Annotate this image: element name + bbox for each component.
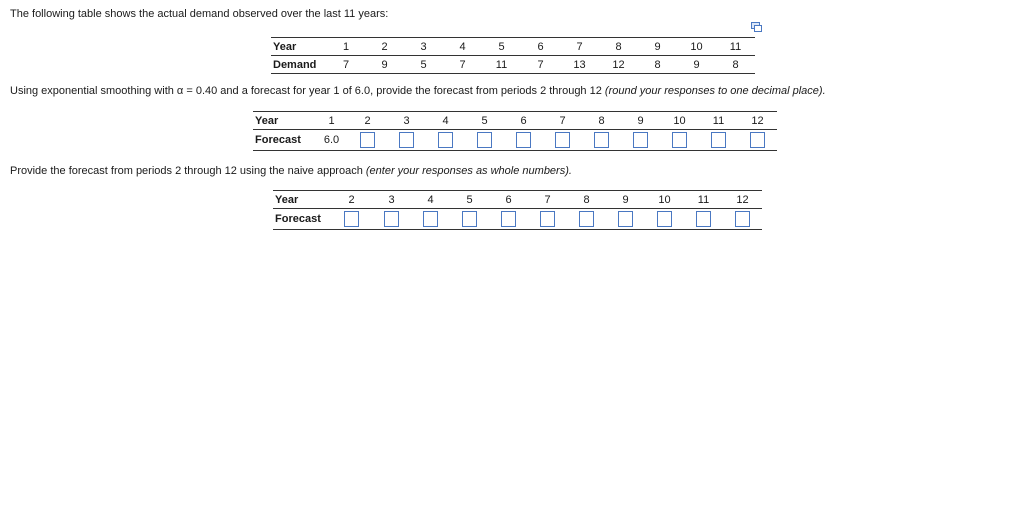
year-cell: 3 (387, 112, 426, 130)
forecast-cell (660, 130, 699, 151)
demand-cell: 7 (443, 56, 482, 74)
naive-forecast-input[interactable] (618, 211, 633, 227)
year-cell: 2 (331, 191, 372, 209)
year-cell: 11 (716, 38, 755, 56)
exp-forecast-input[interactable] (399, 132, 414, 148)
demand-value-row (271, 56, 755, 74)
forecast-cell (465, 130, 504, 151)
year-cell: 6 (504, 112, 543, 130)
forecast-cell (331, 209, 372, 230)
naive-forecast-input[interactable] (501, 211, 516, 227)
exp-forecast-input[interactable] (438, 132, 453, 148)
forecast-label: Forecast (273, 209, 331, 230)
demand-cell: 7 (327, 56, 365, 74)
forecast-cell (606, 209, 645, 230)
year-cell: 10 (660, 112, 699, 130)
forecast-cell (489, 209, 528, 230)
question-naive (10, 165, 572, 177)
demand-cell: 11 (482, 56, 521, 74)
naive-forecast-table (273, 190, 762, 230)
forecast-cell (528, 209, 567, 230)
forecast-cell (411, 209, 450, 230)
question-naive-text: Provide the forecast from periods 2 through 12 using the naive approach (10, 165, 366, 177)
first-forecast-value: 6.0 (315, 130, 348, 151)
naive-forecast-input[interactable] (540, 211, 555, 227)
naive-forecast-input[interactable] (579, 211, 594, 227)
year-cell: 12 (723, 191, 762, 209)
year-cell: 2 (365, 38, 404, 56)
demand-cell: 7 (521, 56, 560, 74)
naive-forecast-input[interactable] (462, 211, 477, 227)
year-label: Year (253, 112, 315, 130)
forecast-cell (684, 209, 723, 230)
year-label: Year (271, 38, 327, 56)
year-cell: 8 (599, 38, 638, 56)
exp-forecast-input[interactable] (672, 132, 687, 148)
year-cell: 12 (738, 112, 777, 130)
exp-forecast-row (253, 130, 777, 151)
year-cell: 7 (560, 38, 599, 56)
question-naive-note: (enter your responses as whole numbers). (365, 165, 572, 177)
exp-forecast-input[interactable] (555, 132, 570, 148)
demand-cell: 8 (638, 56, 677, 74)
forecast-cell (567, 209, 606, 230)
exp-forecast-input[interactable] (711, 132, 726, 148)
exp-forecast-input[interactable] (360, 132, 375, 148)
naive-forecast-input[interactable] (735, 211, 750, 227)
year-cell: 2 (348, 112, 387, 130)
forecast-cell (426, 130, 465, 151)
year-cell: 1 (315, 112, 348, 130)
naive-year-row (273, 191, 762, 209)
year-cell: 11 (699, 112, 738, 130)
demand-cell: 5 (404, 56, 443, 74)
demand-cell: 9 (365, 56, 404, 74)
forecast-cell (387, 130, 426, 151)
year-cell: 9 (638, 38, 677, 56)
exp-forecast-input[interactable] (477, 132, 492, 148)
naive-forecast-input[interactable] (657, 211, 672, 227)
year-cell: 8 (567, 191, 606, 209)
year-cell: 3 (372, 191, 411, 209)
question-exponential-note: (round your responses to one decimal place). (604, 85, 826, 97)
forecast-cell (372, 209, 411, 230)
demand-cell: 9 (677, 56, 716, 74)
year-cell: 9 (606, 191, 645, 209)
naive-forecast-row (273, 209, 762, 230)
year-cell: 10 (677, 38, 716, 56)
demand-cell: 12 (599, 56, 638, 74)
exp-year-row (253, 112, 777, 130)
forecast-cell (450, 209, 489, 230)
year-cell: 5 (482, 38, 521, 56)
year-cell: 7 (528, 191, 567, 209)
year-cell: 6 (489, 191, 528, 209)
year-cell: 6 (521, 38, 560, 56)
forecast-cell (738, 130, 777, 151)
demand-table (271, 37, 755, 74)
exp-forecast-input[interactable] (633, 132, 648, 148)
year-cell: 10 (645, 191, 684, 209)
copy-table-icon[interactable] (751, 22, 762, 32)
naive-forecast-input[interactable] (384, 211, 399, 227)
question-exponential (10, 85, 826, 97)
year-cell: 7 (543, 112, 582, 130)
question-exponential-text: Using exponential smoothing with α = 0.40 and a forecast for year 1 of 6.0, provide the forecast from periods 2 through 12 (10, 85, 605, 97)
exp-forecast-input[interactable] (594, 132, 609, 148)
forecast-cell (621, 130, 660, 151)
forecast-cell (348, 130, 387, 151)
year-cell: 8 (582, 112, 621, 130)
exponential-forecast-table (253, 111, 777, 151)
year-cell: 4 (411, 191, 450, 209)
naive-forecast-input[interactable] (423, 211, 438, 227)
forecast-cell (699, 130, 738, 151)
year-cell: 5 (450, 191, 489, 209)
demand-cell: 8 (716, 56, 755, 74)
demand-year-row (271, 38, 755, 56)
forecast-cell (723, 209, 762, 230)
year-cell: 4 (443, 38, 482, 56)
forecast-cell (582, 130, 621, 151)
intro-text: The following table shows the actual demand observed over the last 11 years: (10, 8, 389, 20)
year-cell: 11 (684, 191, 723, 209)
forecast-cell (645, 209, 684, 230)
year-label: Year (273, 191, 331, 209)
forecast-cell (504, 130, 543, 151)
naive-forecast-input[interactable] (696, 211, 711, 227)
year-cell: 3 (404, 38, 443, 56)
forecast-cell (543, 130, 582, 151)
naive-forecast-input[interactable] (344, 211, 359, 227)
exp-forecast-input[interactable] (750, 132, 765, 148)
year-cell: 4 (426, 112, 465, 130)
exp-forecast-input[interactable] (516, 132, 531, 148)
year-cell: 9 (621, 112, 660, 130)
year-cell: 1 (327, 38, 365, 56)
demand-label: Demand (271, 56, 327, 74)
demand-cell: 13 (560, 56, 599, 74)
forecast-label: Forecast (253, 130, 315, 151)
year-cell: 5 (465, 112, 504, 130)
